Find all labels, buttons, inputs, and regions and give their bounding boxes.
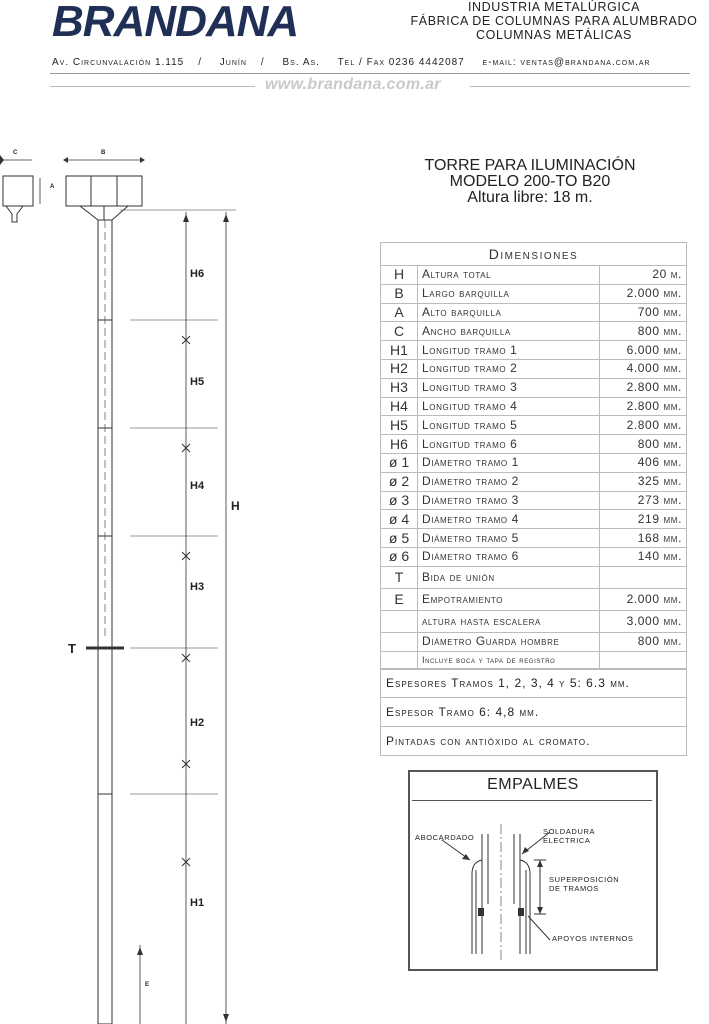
- table-row: H2 Longitud tramo 2 4.000 mm.: [381, 359, 687, 378]
- table-row: A Alto barquilla 700 mm.: [381, 303, 687, 322]
- table-row: H6 Longitud tramo 6 800 mm.: [381, 435, 687, 454]
- dim-b-label: B: [101, 150, 106, 156]
- total-height-label: H: [231, 499, 240, 513]
- title-line-1: TORRE PARA ILUMINACIÓN: [424, 157, 636, 174]
- table-row: H3 Longitud tramo 3 2.800 mm.: [381, 378, 687, 397]
- table-row: T Bida de unión: [381, 566, 687, 588]
- title-line-2: MODELO 200-TO B20: [449, 173, 611, 190]
- note-thickness-section-6: Espesor Tramo 6: 4,8 mm.: [380, 698, 687, 727]
- empalmes-divider: [412, 800, 652, 801]
- abocardado-label: ABOCARDADO: [415, 833, 475, 842]
- website: www.brandana.com.ar: [265, 76, 441, 93]
- company-description: [409, 0, 699, 42]
- h1-label: H1: [190, 897, 205, 909]
- dimensions-table: [380, 242, 687, 670]
- dim-c-label: C: [13, 150, 18, 156]
- header-divider: [50, 73, 690, 74]
- superposicion-label: SUPERPOSICIÓN DE TRAMOS: [549, 875, 620, 893]
- table-row: H1 Longitud tramo 1 6.000 mm.: [381, 341, 687, 360]
- table-row: C Ancho barquilla 800 mm.: [381, 322, 687, 341]
- table-row: Incluye boca y tapa de registro: [381, 651, 687, 670]
- table-row: altura hasta escalera 3.000 mm.: [381, 610, 687, 632]
- table-row: ø 5 Diámetro tramo 5 168 mm.: [381, 529, 687, 548]
- table-row: Diámetro Guarda hombre 800 mm.: [381, 632, 687, 651]
- empalmes-title: EMPALMES: [487, 776, 579, 793]
- apoyos-label: APOYOS INTERNOS: [552, 934, 634, 943]
- province: Bs. As.: [282, 57, 320, 68]
- notes-block: [380, 668, 687, 756]
- email: e-mail: ventas@brandana.com.ar: [482, 57, 651, 68]
- table-row: ø 2 Diámetro tramo 2 325 mm.: [381, 472, 687, 491]
- table-row: H Altura total 20 m.: [381, 266, 687, 285]
- note-paint: Pintadas con antióxido al cromato.: [380, 727, 687, 756]
- note-thickness-sections: Espesores Tramos 1, 2, 3, 4 y 5: 6.3 mm.: [380, 668, 687, 698]
- company-line-3: COLUMNAS METÁLICAS: [476, 28, 632, 42]
- brand-logo: BRANDANA: [52, 0, 299, 46]
- company-line-2: FÁBRICA DE COLUMNAS PARA ALUMBRADO: [410, 14, 698, 28]
- city: Junín: [219, 57, 247, 68]
- website-rule-left: [50, 86, 255, 87]
- phone: Tel / Fax 0236 4442087: [337, 57, 465, 68]
- h6-label: H6: [190, 268, 205, 280]
- company-line-1: INDUSTRIA METALÚRGICA: [467, 0, 641, 14]
- table-row: ø 1 Diámetro tramo 1 406 mm.: [381, 453, 687, 472]
- h3-label: H3: [190, 581, 205, 593]
- table-row: H4 Longitud tramo 4 2.800 mm.: [381, 397, 687, 416]
- table-row: ø 6 Diámetro tramo 6 140 mm.: [381, 547, 687, 566]
- table-row: B Largo barquilla 2.000 mm.: [381, 284, 687, 303]
- table-row: H5 Longitud tramo 5 2.800 mm.: [381, 416, 687, 435]
- h4-label: H4: [190, 480, 205, 492]
- table-row: E Empotramiento 2.000 mm.: [381, 588, 687, 610]
- address: Av. Circunvalación 1.115: [52, 57, 185, 68]
- document-title: [395, 158, 665, 206]
- soldadura-label: SOLDADURA ELECTRICA: [543, 827, 596, 845]
- website-rule-right: [470, 86, 690, 87]
- dim-e-label: E: [145, 982, 150, 988]
- dimensions-heading: Dimensiones: [381, 243, 687, 266]
- h2-label: H2: [190, 717, 205, 729]
- table-row: ø 4 Diámetro tramo 4 219 mm.: [381, 510, 687, 529]
- table-row: ø 3 Diámetro tramo 3 273 mm.: [381, 491, 687, 510]
- flange-t-label: T: [68, 641, 76, 656]
- h5-label: H5: [190, 376, 205, 388]
- dim-a-label: A: [50, 184, 55, 190]
- title-line-3: Altura libre: 18 m.: [467, 189, 593, 206]
- contact-line: Av. Circunvalación 1.115 / Junín / Bs. As. Tel / Fax 0236 4442087 e-mail: ventas@brandana.com.ar: [52, 57, 651, 68]
